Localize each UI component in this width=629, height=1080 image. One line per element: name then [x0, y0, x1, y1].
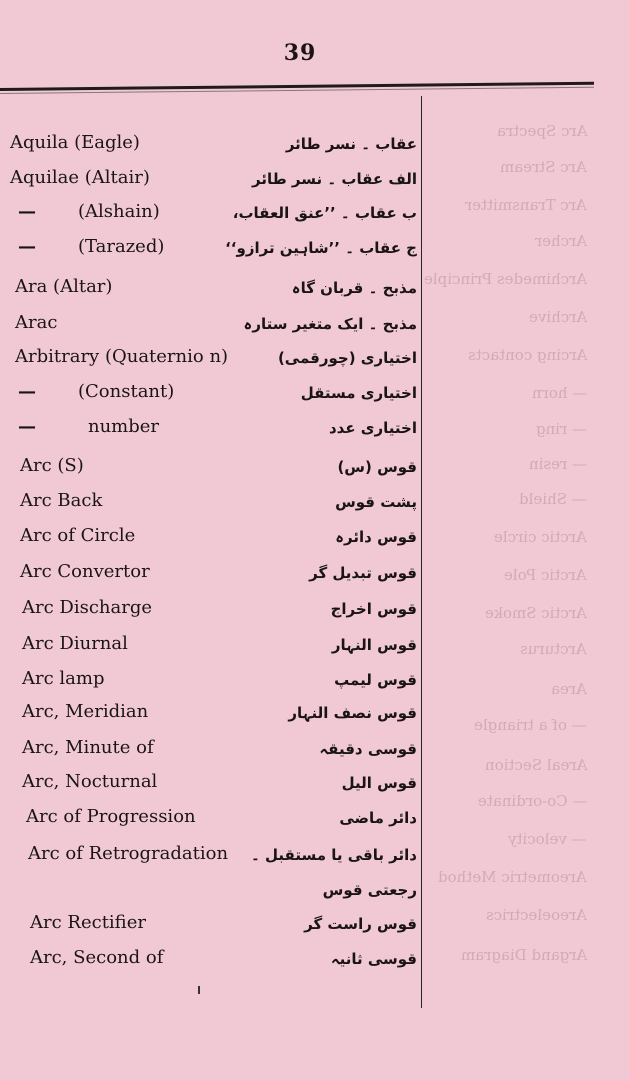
entry-translation: ب عقاب ۔ ’’عنق العقاب،: [232, 204, 417, 222]
entry-term: Arc of Circle: [20, 525, 136, 546]
bleed-through-line: Areoelectrics: [486, 906, 587, 924]
page-number: 39: [283, 40, 317, 66]
entry-term: Aquilae (Altair): [10, 167, 150, 188]
entry-translation: مذبح ۔ ایک متغیر ستارہ: [243, 315, 417, 333]
bleed-through-line: Arcing contacts: [467, 346, 587, 364]
entry-term: [18, 201, 160, 223]
entry-term: Arc Diurnal: [22, 633, 128, 654]
entry-term: Aquila (Eagle): [10, 132, 140, 153]
entry-translation: قوس لیمپ: [334, 671, 417, 689]
bleed-through-line: — ring: [536, 420, 587, 438]
entry-term: Arc, Nocturnal: [22, 771, 158, 792]
entry-translation: قوس النہار: [331, 636, 417, 654]
ditto-dash: —: [18, 381, 36, 402]
entry-term: Arc lamp: [22, 668, 105, 689]
ditto-dash: —: [18, 416, 36, 437]
entry-translation: رجعتی قوس: [322, 881, 417, 899]
entry-translation: قوس نصف النہار: [288, 704, 417, 722]
entry-translation: قوس اخراج: [330, 600, 417, 618]
entry-term-text: (Alshain): [78, 201, 160, 222]
entry-term: [18, 236, 164, 258]
entry-translation: الف عقاب ۔ نسر طائر: [251, 170, 417, 188]
entry-translation: قوس راست گر: [304, 915, 417, 933]
entry-term: [18, 381, 174, 403]
bleed-through-line: Arctic Smoke: [485, 604, 587, 622]
entry-term: Arc Convertor: [20, 561, 150, 582]
entry-term: Arc, Minute of: [22, 737, 154, 758]
entry-term: Arbitrary (Quaternio n): [15, 346, 229, 367]
bleed-through-line: — horn: [531, 384, 587, 402]
bleed-through-line: Area: [551, 680, 587, 698]
bleed-through-line: — of a triangle: [474, 716, 587, 734]
entry-term-text: number: [88, 416, 160, 437]
bleed-through-line: — velocity: [508, 830, 587, 848]
bleed-through-line: Argand Diagram: [460, 946, 587, 964]
entry-term: Arc Discharge: [22, 597, 153, 618]
bleed-through-line: Arctic Pole: [504, 566, 587, 584]
bleed-through-line: Archimedes Principle: [423, 270, 587, 288]
bleed-through-line: — resin: [529, 455, 587, 473]
bleed-through-line: Arctic circle: [494, 528, 587, 546]
bleed-through-line: Arc Spectra: [496, 122, 587, 140]
entry-translation: ج عقاب ۔ ’’شاہین ترازو‘‘: [225, 239, 417, 257]
entry-translation: مذبح ۔ قربان گاہ: [291, 279, 417, 297]
bleed-through-line: — Co-ordinate: [477, 792, 587, 810]
entry-translation: اختیاری (چورقمی): [277, 349, 417, 367]
entry-translation: قوس الیل: [341, 774, 417, 792]
bleed-through-line: Archive: [528, 308, 587, 326]
entry-term: Arc Rectifier: [30, 912, 146, 933]
entry-term: Ara (Altar): [15, 276, 113, 297]
header-rule: [0, 82, 594, 91]
entry-term: Arac: [15, 312, 58, 333]
entry-translation: قوسی دقیقہ: [319, 740, 417, 758]
entry-translation: قوس تبدیل گر: [309, 564, 417, 582]
bleed-through-line: Arc Transmitter: [465, 196, 587, 214]
ditto-dash: —: [18, 201, 36, 222]
entry-translation: دائر باقی یا مستقبل ۔: [251, 846, 417, 864]
entry-term: Arc of Progression: [26, 806, 196, 827]
entry-translation: عقاب ۔ نسر طائر: [285, 135, 417, 153]
column-divider: [421, 96, 422, 1008]
bleed-through-line: Arcturus: [520, 640, 587, 658]
entry-translation: اختیاری عدد: [328, 419, 417, 437]
bleed-through-line: Archer: [534, 232, 587, 250]
bleed-through-line: — Shield: [519, 490, 587, 508]
entry-term: Arc of Retrogradation: [28, 843, 229, 864]
ditto-dash: —: [18, 236, 36, 257]
entry-translation: اختیاری مستقل: [300, 384, 417, 402]
entry-translation: قوس (س): [337, 458, 417, 476]
entry-term: Arc Back: [20, 490, 103, 511]
bleed-through-line: Arc Stream: [500, 158, 587, 176]
entry-translation: قوس دائرہ: [335, 528, 417, 546]
entry-translation: قوسی ثانیہ: [330, 950, 417, 968]
entry-translation: پشت قوس: [335, 493, 417, 511]
entry-term: Arc, Meridian: [22, 701, 149, 722]
bleed-through-line: Areal Section: [484, 756, 587, 774]
entry-term: [18, 416, 159, 438]
entry-term: Arc (S): [20, 455, 84, 476]
bleed-through-line: Areometric Method: [438, 868, 587, 886]
entry-term: Arc, Second of: [30, 947, 164, 968]
entry-translation: دائر ماضی: [339, 809, 417, 827]
entry-term-text: (Tarazed): [78, 236, 165, 257]
margin-mark: [198, 986, 200, 994]
entry-term-text: (Constant): [78, 381, 175, 402]
